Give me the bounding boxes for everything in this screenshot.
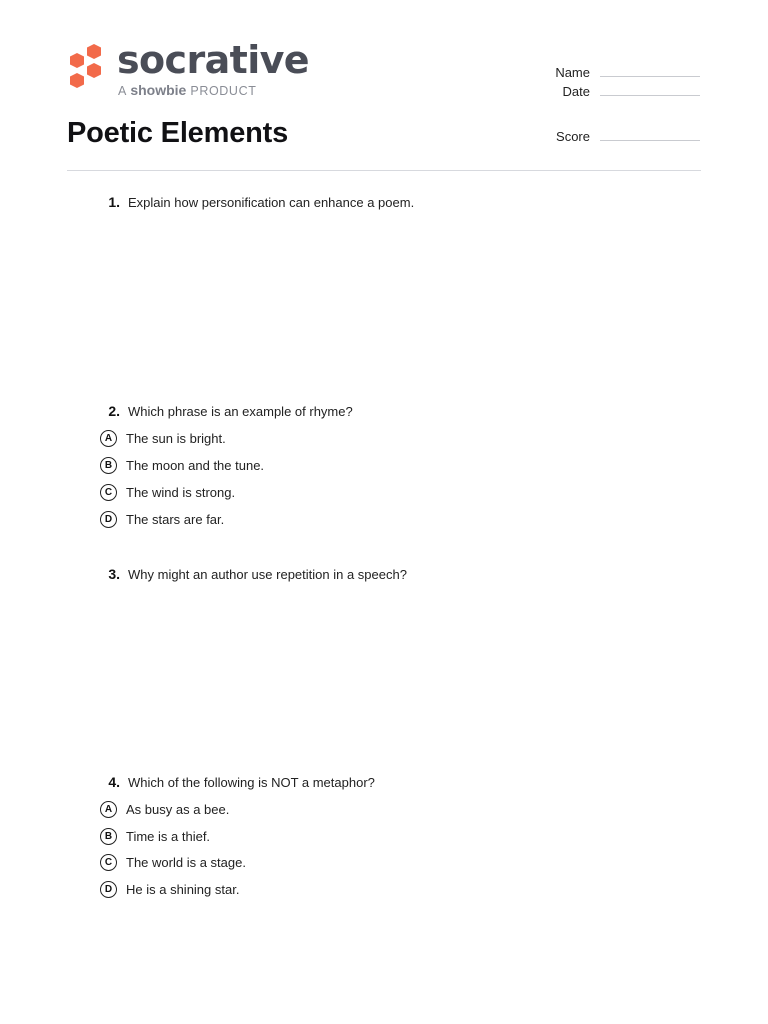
option-2a[interactable] [100,428,226,448]
tagline-brand: showbie [130,82,187,98]
option-bubble: B [100,828,117,845]
option-bubble: B [100,457,117,474]
question-number: 1. [108,194,120,210]
option-4a[interactable] [100,799,229,819]
option-4d[interactable] [100,879,239,899]
option-2c[interactable] [100,482,235,502]
option-2b[interactable] [100,455,264,475]
question-text: Why might an author use repetition in a speech? [128,567,407,582]
question-text: Explain how personification can enhance a poem. [128,195,415,210]
tagline-suffix: PRODUCT [190,84,257,98]
option-text: The wind is strong. [126,484,236,500]
question-number: 2. [108,403,120,419]
score-line [600,139,700,141]
option-bubble: D [100,881,117,898]
tagline-prefix: A [118,84,127,98]
date-label: Date [562,84,590,99]
date-line [600,94,700,96]
question-1 [100,194,414,210]
score-field [530,126,700,144]
name-label: Name [555,65,590,80]
question-2 [100,403,353,419]
score-label: Score [556,129,590,144]
date-field [530,81,700,99]
option-bubble: A [100,430,117,447]
option-text: The stars are far. [126,511,225,527]
option-2d[interactable] [100,509,224,529]
socrative-logo-icon [66,43,106,95]
page-title: Poetic Elements [67,117,289,149]
question-number: 4. [108,774,120,790]
option-text: Time is a thief. [126,828,211,844]
option-text: He is a shining star. [126,881,240,897]
header-divider [67,170,701,171]
option-text: The moon and the tune. [126,457,265,473]
option-bubble: C [100,854,117,871]
question-4 [100,774,375,790]
name-field [530,62,700,80]
option-bubble: D [100,511,117,528]
name-line [600,75,700,77]
option-text: The sun is bright. [126,430,226,446]
question-number: 3. [108,566,120,582]
option-text: As busy as a bee. [126,801,230,817]
option-bubble: A [100,801,117,818]
option-4c[interactable] [100,852,246,872]
question-text: Which phrase is an example of rhyme? [128,404,353,419]
brand-tagline [118,82,256,98]
option-text: The world is a stage. [126,854,246,870]
option-bubble: C [100,484,117,501]
question-text: Which of the following is NOT a metaphor? [128,775,375,790]
brand-wordmark: socrative [117,38,309,82]
question-3 [100,566,407,582]
option-4b[interactable] [100,826,210,846]
